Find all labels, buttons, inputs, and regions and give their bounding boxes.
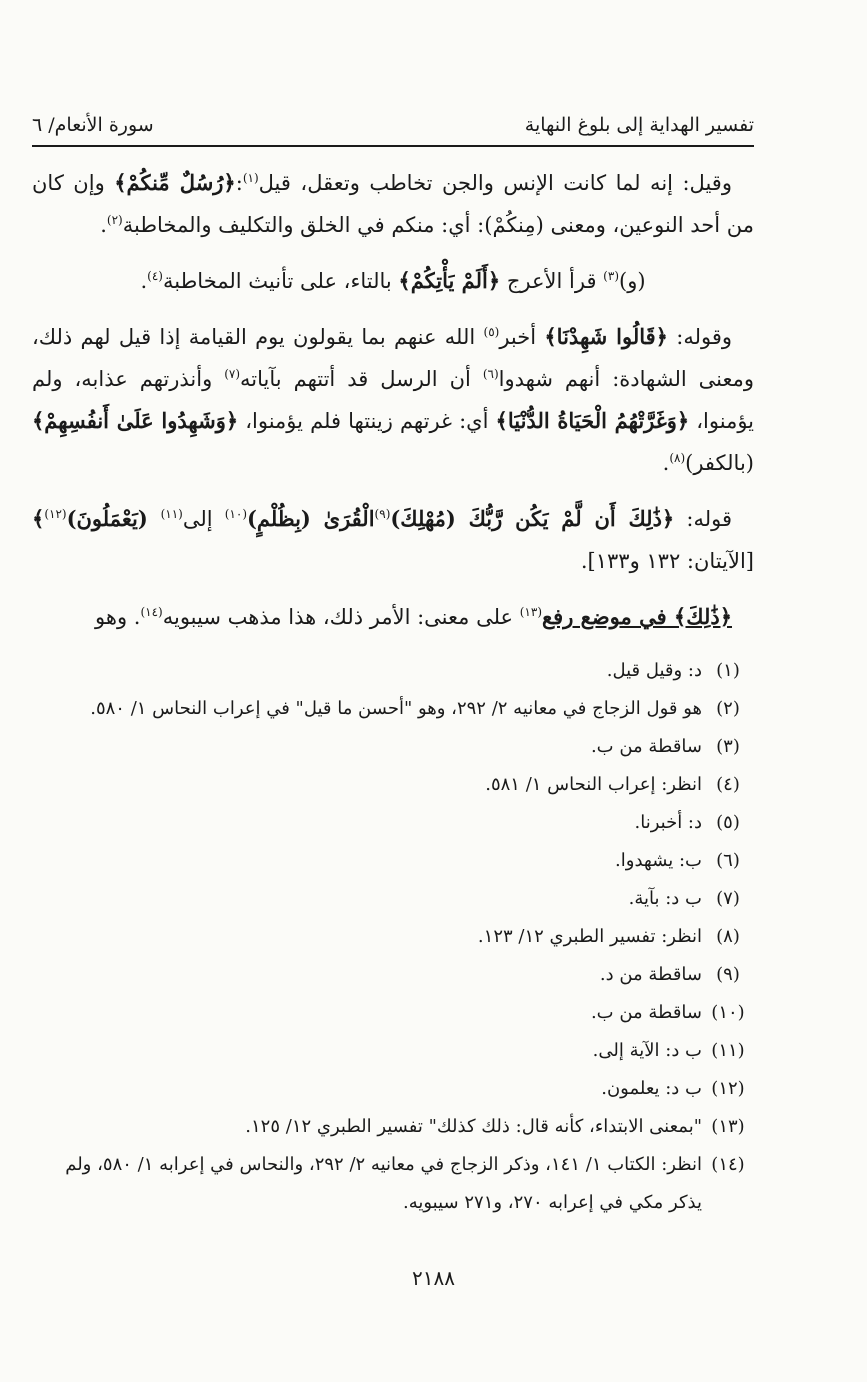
footnote-number: (٨): [716, 926, 740, 947]
main-text: [32, 162, 754, 652]
footnote: [32, 1146, 754, 1222]
footnote-text: د: أخبرنا.: [634, 812, 702, 833]
footnote-text: ساقطة من د.: [599, 964, 702, 985]
quran-quote: ﴿أَلَمْ يَأْتِكُمْ﴾: [398, 268, 501, 293]
quran-quote: ﴿وَشَهِدُوا عَلَىٰ أَنفُسِهِمْ﴾: [32, 408, 239, 433]
text-segment: الله عنهم بما يقولون يوم القيامة إذا قيل لهم ذلك، ومعنى الشهادة: أنهم شهدوا: [32, 325, 755, 391]
text-segment: وإن كان من أحد النوعين، ومعنى (مِنكُمْ): أي: منكم في الخلق والتكليف والمخاطبة: [32, 171, 754, 237]
footnote-text: هو قول الزجاج في معانيه ٢/ ٢٩٢، وهو "أحسن ما قيل" في إعراب النحاس ١/ ٥٨٠.: [90, 698, 702, 719]
footnote-marker: (٨): [669, 451, 686, 465]
text-segment: أن الرسل قد أتتهم بآياته: [240, 367, 483, 391]
footnote-marker: (١): [242, 171, 259, 185]
footnote: [32, 690, 754, 728]
footnote-text: ب د: يعلمون.: [601, 1078, 702, 1099]
footnote: [32, 956, 754, 994]
text-segment: أي: غرتهم زينتها فلم يؤمنوا،: [238, 409, 496, 433]
text-segment: (بالكفر): [685, 451, 754, 475]
footnote-text: انظر: الكتاب ١/ ١٤١، وذكر الزجاج في معانيه ٢/ ٢٩٢، والنحاس في إعرابه ١/ ٥٨٠، ولم يذكر مكي في إعرابه ٢٧٠، و٢٧١ سيبويه.: [65, 1154, 702, 1213]
footnote-text: ب د: بآية.: [628, 888, 702, 909]
footnote: [32, 766, 754, 804]
footnote-number: (١٢): [711, 1078, 745, 1099]
text-segment: :: [235, 171, 243, 195]
footnote: [32, 842, 754, 880]
footnote: [32, 880, 754, 918]
footnote-number: (٦): [716, 850, 740, 871]
footnote-number: (٢): [716, 698, 740, 719]
quran-quote: ﴾: [32, 506, 45, 531]
footnote-text: "بمعنى الابتداء، كأنه قال: ذلك كذلك" تفسير الطبري ١٢/ ١٢٥.: [245, 1116, 702, 1137]
footnote-number: (٥): [716, 812, 740, 833]
paragraph: [32, 498, 754, 582]
page-header: [32, 108, 754, 142]
text-segment: . وهو: [95, 605, 141, 629]
quran-quote: ﴿وَغَرَّتْهُمُ الْحَيَاةُ الدُّنْيَا﴾: [495, 408, 690, 433]
footnote-text: د: وقيل قيل.: [606, 660, 702, 681]
text-segment: قرأ الأعرج: [500, 269, 604, 293]
footnote: [32, 728, 754, 766]
footnote-text: انظر: إعراب النحاس ١/ ٥٨١.: [485, 774, 702, 795]
paragraph: [32, 162, 754, 246]
page-number: ٢١٨٨: [412, 1266, 455, 1290]
footnote-number: (١): [716, 660, 740, 681]
footnote-number: (١٣): [711, 1116, 745, 1137]
quran-quote: ﴿رُسُلٌ مِّنكُمْ﴾: [114, 170, 236, 195]
footnote-text: ب: يشهدوا.: [615, 850, 702, 871]
footnote-number: (٧): [716, 888, 740, 909]
quran-quote: ﴿ذَٰلِكَ أَن لَّمْ يَكُن رَّبُّكَ (مُهْلِكَ): [390, 506, 675, 531]
paragraph: [32, 596, 754, 638]
footnote-marker: (٤): [147, 269, 163, 283]
footnote-marker: (١٠): [224, 507, 247, 521]
footnote: [32, 1032, 754, 1070]
quran-quote: (يَعْمَلُونَ): [66, 506, 161, 531]
footnote-number: (٣): [716, 736, 740, 757]
footnote-marker: (٥): [483, 325, 500, 339]
text-segment: أخبر: [499, 325, 545, 349]
footnote-text: انظر: تفسير الطبري ١٢/ ١٢٣.: [477, 926, 702, 947]
footnote-marker: (٢): [106, 213, 123, 227]
footnote: [32, 1070, 754, 1108]
text-segment: .: [662, 451, 670, 475]
footnotes: [32, 652, 754, 1222]
text-segment: .: [140, 269, 148, 293]
footnote-text: ساقطة من ب.: [590, 1002, 702, 1023]
footnote-marker: (٩): [374, 507, 391, 521]
surah-label: سورة الأنعام/ ٦: [32, 114, 154, 136]
quran-quote: ﴿ذَٰلِكَ﴾ في موضع رفع: [542, 604, 732, 629]
text-segment: وقوله:: [667, 325, 733, 349]
quran-quote: ﴿قَالُوا شَهِدْنَا﴾: [544, 324, 668, 349]
quran-quote: الْقُرَىٰ (بِظُلْمٍ): [247, 506, 375, 531]
footnote-text: ساقطة من ب.: [590, 736, 702, 757]
footnote-marker: (١٢): [44, 507, 67, 521]
footnote: [32, 652, 754, 690]
footnote: [32, 994, 754, 1032]
footnote-marker: (١١): [160, 507, 183, 521]
text-segment: على معنى: الأمر ذلك، هذا مذهب سيبويه: [162, 605, 520, 629]
footnote-marker: (٣): [603, 269, 619, 283]
footnote-number: (٤): [716, 774, 740, 795]
footnote: [32, 918, 754, 956]
text-segment: (و): [619, 269, 646, 293]
paragraph: [32, 260, 754, 302]
footnote: [32, 1108, 754, 1146]
text-segment: وأنذرتهم عذابه، ولم يؤمنوا،: [32, 367, 755, 433]
footnote-marker: (١٣): [519, 605, 542, 619]
text-segment: [الآيتان: ١٣٢ و١٣٣].: [580, 549, 754, 573]
text-segment: قوله:: [674, 507, 732, 531]
footnote-number: (١٠): [711, 1002, 745, 1023]
footnote-number: (٩): [716, 964, 740, 985]
footnote: [32, 804, 754, 842]
footnote-marker: (١٤): [140, 605, 163, 619]
footnote-number: (١١): [711, 1040, 745, 1061]
book-title: تفسير الهداية إلى بلوغ النهاية: [524, 114, 754, 136]
paragraph: [32, 316, 754, 484]
header-divider: [32, 145, 754, 147]
text-segment: وقيل: إنه لما كانت الإنس والجن تخاطب وتعقل، قيل: [258, 171, 732, 195]
footnote-text: ب د: الآية إلى.: [592, 1040, 702, 1061]
footnote-marker: (٧): [224, 367, 241, 381]
footnote-marker: (٦): [482, 367, 499, 381]
text-segment: إلى: [182, 507, 225, 531]
text-segment: .: [100, 213, 107, 237]
text-segment: بالتاء، على تأنيث المخاطبة: [162, 269, 399, 293]
footnote-number: (١٤): [711, 1154, 745, 1175]
